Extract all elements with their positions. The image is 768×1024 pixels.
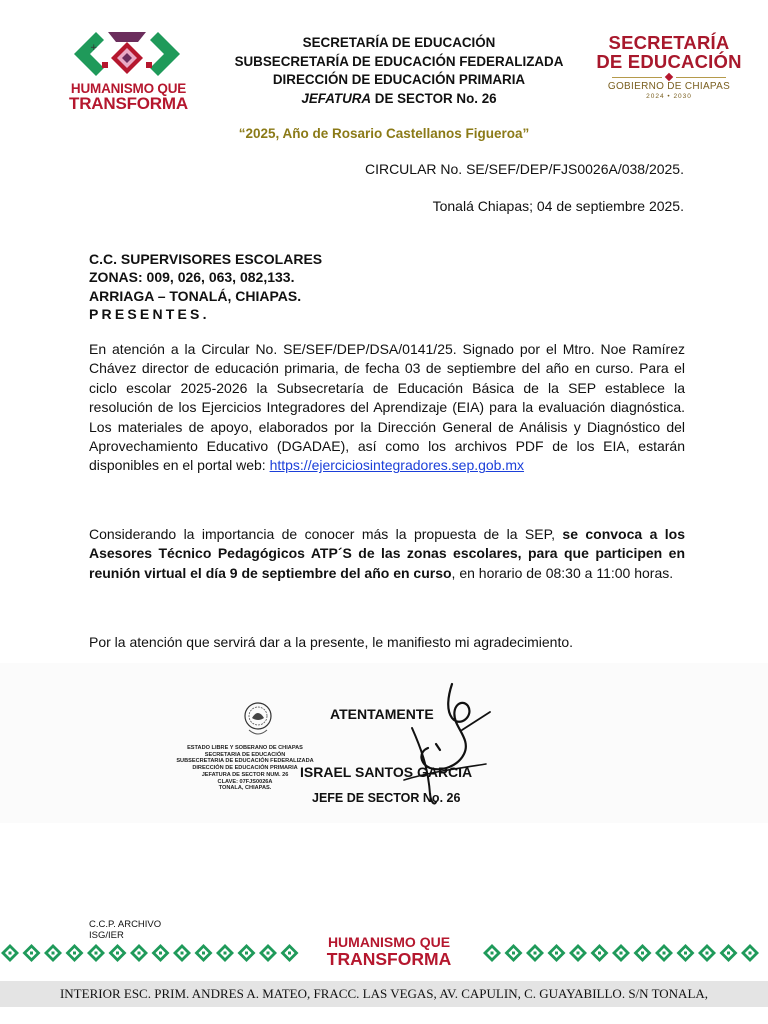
diamond-ornament-icon	[548, 944, 566, 962]
institution-heading	[220, 34, 578, 108]
diamond-ornament-icon	[526, 944, 544, 962]
secretaria-logo-line-3: GOBIERNO DE CHIAPAS	[607, 81, 731, 92]
closing-atentamente: ATENTAMENTE	[330, 706, 434, 722]
stamp-line-6: CLAVE: 07FJS0026A	[217, 778, 273, 785]
paragraph-2-bold: se convoca a los Asesores Técnico Pedagógicos ATP´S de las zonas escolares, para que participen en reunión virtual el día 9 de septiembre del año en curso	[89, 526, 685, 581]
signer-name: ISRAEL SANTOS GARCIA	[300, 764, 473, 780]
secretaria-logo-line-2: DE EDUCACIÓN	[596, 51, 742, 72]
stamp-line-4: DIRECCIÓN DE EDUCACIÓN PRIMARIA	[192, 765, 298, 772]
body-paragraph-3: Por la atención que servirá dar a la presente, le manifiesto mi agradecimiento.	[89, 634, 574, 650]
paragraph-2-end: , en horario de 08:30 a 11:00 horas.	[451, 564, 674, 581]
heading-sector-rest: DE SECTOR No. 26	[371, 90, 497, 106]
stamp-line-5: JEFATURA DE SECTOR NUM. 26	[201, 771, 289, 778]
paragraph-2-start: Considerando la importancia de conocer más la propuesta de la SEP,	[89, 526, 563, 542]
diamond-ornament-icon	[195, 944, 213, 962]
diamond-ornament-icon	[612, 944, 630, 962]
diamond-ornament-icon	[259, 944, 277, 962]
addressee-line-2: ZONAS: 009, 026, 063, 082,133.	[89, 269, 295, 286]
footer-humanismo-logo	[318, 935, 460, 968]
diamond-ornament-icon	[238, 944, 256, 962]
secretaria-logo	[594, 33, 744, 101]
diamond-ornament-icon	[281, 944, 299, 962]
stamp-line-2: SECRETARIA DE EDUCACIÓN	[204, 751, 286, 758]
diamond-ornament-icon	[634, 944, 652, 962]
stamp-line-1: ESTADO LIBRE Y SOBERANO DE CHIAPAS	[187, 745, 303, 751]
ccp-line-2: ISG/IER	[89, 930, 124, 941]
diamond-ornament-icon	[44, 944, 62, 962]
paragraph-1-text: En atención a la Circular No. SE/SEF/DEP/DSA/0141/25. Signado por el Mtro. Noe Ramírez Chávez director de educación primaria, de fecha 03 de septiembre del año en curso. Para el ciclo escolar 2025-2026 la Subsecretaría de Educación Básica de la SEP establece la resolución de los Ejercicios Integradores del Aprendizaje (EIA) para la evaluación diagnóstica. Los materiales de apoyo, elaborados por la Dirección General de Análisis y Diagnóstico del Aprovechamiento Educativo (DGADAE), así como los archivos PDF de los EIA, estarán disponibles en el portal web:	[89, 341, 685, 474]
diamond-ornament-icon	[677, 944, 695, 962]
ccp-block	[89, 919, 161, 941]
diamond-ornament-icon	[130, 944, 148, 962]
national-seal-icon	[243, 700, 273, 742]
heading-line-1: SECRETARÍA DE EDUCACIÓN	[302, 35, 496, 50]
diamond-ornament-icon	[569, 944, 587, 962]
secretaria-logo-line-4: 2024 • 2030	[646, 93, 692, 100]
handwritten-signature	[390, 676, 520, 816]
humanismo-logo-text	[66, 82, 191, 112]
heading-line-3: DIRECCIÓN DE EDUCACIÓN PRIMARIA	[272, 72, 526, 88]
year-motto: “2025, Año de Rosario Castellanos Figueroa”	[238, 126, 530, 141]
diamond-ornament-icon	[66, 944, 84, 962]
heading-sector-italic: JEFATURA	[301, 90, 372, 106]
diamond-ornament-icon	[109, 944, 127, 962]
logo-line-1: HUMANISMO QUE	[70, 81, 187, 96]
footer-logo-line-2: TRANSFORMA	[326, 949, 452, 969]
heading-line-2: SUBSECRETARÍA DE EDUCACIÓN FEDERALIZADA	[234, 53, 564, 69]
diamond-ornament-icon	[173, 944, 191, 962]
diamond-ornament-icon	[591, 944, 609, 962]
diamond-ornament-icon	[741, 944, 759, 962]
secretaria-logo-line-1: SECRETARÍA	[608, 32, 730, 53]
signer-role: JEFE DE SECTOR No. 26	[312, 791, 461, 805]
addressee-line-1: C.C. SUPERVISORES ESCOLARES	[89, 251, 323, 267]
stamp-line-3: SUBSECRETARIA DE EDUCACIÓN FEDERALIZADA	[176, 758, 314, 765]
diamond-ornament-icon	[152, 944, 170, 962]
eia-portal-link[interactable]: https://ejerciciosintegradores.sep.gob.mx	[269, 457, 525, 474]
official-stamp	[170, 745, 320, 792]
diamond-ornament-icon	[216, 944, 234, 962]
footer-pattern-left	[0, 942, 300, 964]
addressee-block	[89, 250, 322, 323]
diamond-ornament-icon	[698, 944, 716, 962]
addressee-line-3: ARRIAGA – TONALÁ, CHIAPAS.	[89, 287, 302, 304]
footer-address: INTERIOR ESC. PRIM. ANDRES A. MATEO, FRACC. LAS VEGAS, AV. CAPULIN, C. GUAYABILLO. S/N TONALA,	[59, 986, 709, 1001]
diamond-ornament-icon	[23, 944, 41, 962]
diamond-icon	[665, 73, 673, 81]
footer-logo-line-1: HUMANISMO QUE	[327, 934, 451, 950]
body-paragraph-2	[89, 525, 685, 583]
heading-line-4	[220, 90, 578, 109]
diamond-ornament-icon	[87, 944, 105, 962]
logo-line-2: TRANSFORMA	[69, 94, 188, 113]
diamond-ornament-icon	[720, 944, 738, 962]
ccp-line-1: C.C.P. ARCHIVO	[89, 919, 162, 930]
footer-pattern-right	[480, 942, 768, 964]
diamond-ornament-icon	[505, 944, 523, 962]
diamond-ornament-icon	[655, 944, 673, 962]
addressee-line-4: PRESENTES.	[89, 305, 210, 322]
body-paragraph-1	[89, 340, 685, 476]
stamp-line-7: TONALA, CHIAPAS.	[218, 785, 272, 792]
diamond-ornament-icon	[483, 944, 501, 962]
circular-number: CIRCULAR No. SE/SEF/DEP/FJS0026A/038/2025.	[364, 161, 684, 177]
diamond-ornament-icon	[1, 944, 19, 962]
secretaria-logo-divider	[594, 74, 744, 80]
place-and-date: Tonalá Chiapas; 04 de septiembre 2025.	[432, 198, 684, 214]
svg-text:+: +	[90, 43, 98, 53]
